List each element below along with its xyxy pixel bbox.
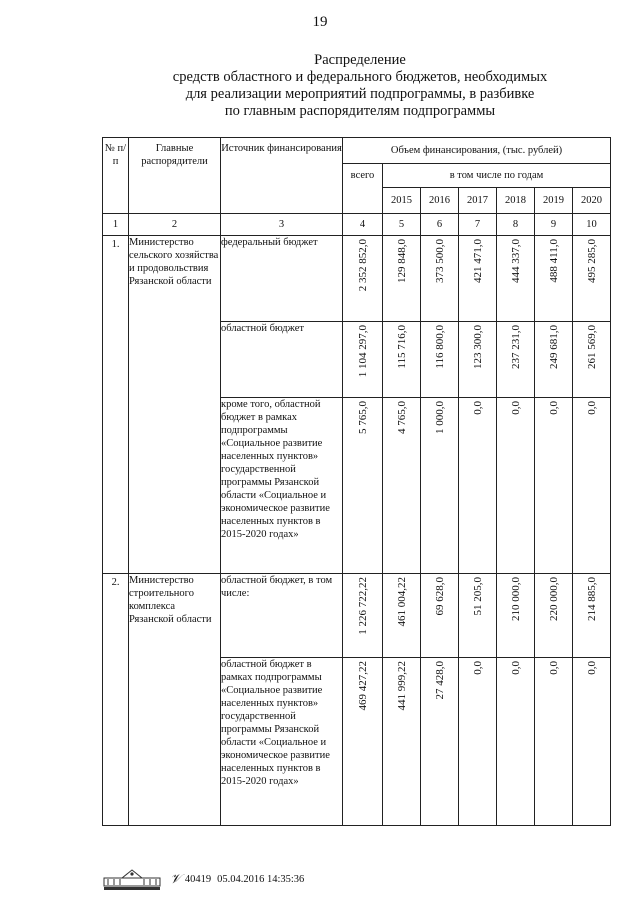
table-row — [103, 236, 611, 322]
value-2017: 0,0 — [471, 401, 484, 415]
value-total: 5 765,0 — [356, 401, 369, 434]
value-2015: 129 848,0 — [395, 239, 408, 283]
value-2020: 214 885,0 — [585, 577, 598, 621]
value-2019: 488 411,0 — [547, 239, 560, 283]
column-number: 8 — [497, 214, 535, 236]
manager-name: Министерство сельского хозяйства и продовольствия Рязанской области — [129, 236, 221, 574]
title-line: по главным распорядителям подпрограммы — [224, 103, 496, 119]
document-footer — [100, 866, 304, 892]
value-2019: 0,0 — [547, 661, 560, 675]
column-number: 6 — [421, 214, 459, 236]
column-number: 5 — [383, 214, 421, 236]
value-2016: 373 500,0 — [433, 239, 446, 283]
document-title — [140, 52, 580, 120]
column-number: 3 — [221, 214, 343, 236]
header-year: 2017 — [459, 188, 497, 214]
header-managers: Главные распорядители — [129, 138, 221, 214]
funding-source: областной бюджет в рамках подпрограммы «Социальное развитие населенных пунктов» государственной программы Рязанской области «Социальное и экономическое развитие населенных пунктов в 2015-2020 годах» — [221, 658, 343, 826]
value-2020: 261 569,0 — [585, 325, 598, 369]
value-2020: 0,0 — [585, 401, 598, 415]
column-number: 4 — [343, 214, 383, 236]
signature-mark: 𝒱 — [170, 871, 181, 886]
value-2017: 421 471,0 — [471, 239, 484, 283]
value-2015: 441 999,22 — [395, 661, 408, 711]
funding-source: федеральный бюджет — [221, 236, 343, 322]
value-2019: 0,0 — [547, 401, 560, 415]
header-year: 2019 — [535, 188, 573, 214]
column-number: 1 — [103, 214, 129, 236]
value-2015: 115 716,0 — [395, 325, 408, 369]
building-logo-icon — [100, 866, 164, 892]
page-number: 19 — [312, 14, 328, 30]
value-total: 1 226 722,22 — [356, 577, 369, 635]
header-total: всего — [343, 164, 383, 214]
manager-name: Министерство строительного комплекса Рязанской области — [129, 574, 221, 826]
title-line: средств областного и федерального бюджетов, необходимых — [172, 69, 548, 85]
value-2018: 210 000,0 — [509, 577, 522, 621]
header-by-years: в том числе по годам — [383, 164, 611, 188]
column-number: 2 — [129, 214, 221, 236]
header-source: Источник финансирования — [221, 138, 343, 214]
value-2020: 0,0 — [585, 661, 598, 675]
row-number: 1. — [103, 236, 129, 574]
header-year: 2015 — [383, 188, 421, 214]
column-number: 9 — [535, 214, 573, 236]
value-2018: 237 231,0 — [509, 325, 522, 369]
header-year: 2016 — [421, 188, 459, 214]
funding-source: кроме того, областной бюджет в рамках подпрограммы «Социальное развитие населенных пунктов» государственной программы Рязанской области «Социальное и экономическое развитие населенных пунктов в 2015-2020 годах» — [221, 398, 343, 574]
value-2016: 1 000,0 — [433, 401, 446, 434]
value-2015: 4 765,0 — [395, 401, 408, 434]
table-row — [103, 574, 611, 658]
value-2020: 495 285,0 — [585, 239, 598, 283]
header-year: 2020 — [573, 188, 611, 214]
document-number: 40419 — [184, 873, 212, 885]
value-total: 2 352 852,0 — [356, 239, 369, 292]
value-total: 469 427,22 — [356, 661, 369, 711]
value-2018: 444 337,0 — [509, 239, 522, 283]
value-2015: 461 004,22 — [395, 577, 408, 627]
funding-source: областной бюджет, в том числе: — [221, 574, 343, 658]
header-num: № п/п — [103, 138, 129, 214]
value-2019: 220 000,0 — [547, 577, 560, 621]
column-number: 7 — [459, 214, 497, 236]
header-volume: Объем финансирования, (тыс. рублей) — [343, 138, 611, 164]
title-line: для реализации мероприятий подпрограммы, в разбивке — [185, 86, 535, 102]
value-2017: 0,0 — [471, 661, 484, 675]
value-2018: 0,0 — [509, 401, 522, 415]
value-total: 1 104 297,0 — [356, 325, 369, 378]
document-datetime: 05.04.2016 14:35:36 — [217, 873, 305, 885]
column-number: 10 — [573, 214, 611, 236]
value-2017: 51 205,0 — [471, 577, 484, 616]
value-2016: 27 428,0 — [433, 661, 446, 700]
title-line: Распределение — [314, 52, 406, 68]
financing-table — [102, 137, 611, 826]
value-2017: 123 300,0 — [471, 325, 484, 369]
funding-source: областной бюджет — [221, 322, 343, 398]
value-2018: 0,0 — [509, 661, 522, 675]
value-2016: 69 628,0 — [433, 577, 446, 616]
header-year: 2018 — [497, 188, 535, 214]
row-number: 2. — [103, 574, 129, 826]
value-2019: 249 681,0 — [547, 325, 560, 369]
value-2016: 116 800,0 — [433, 325, 446, 369]
